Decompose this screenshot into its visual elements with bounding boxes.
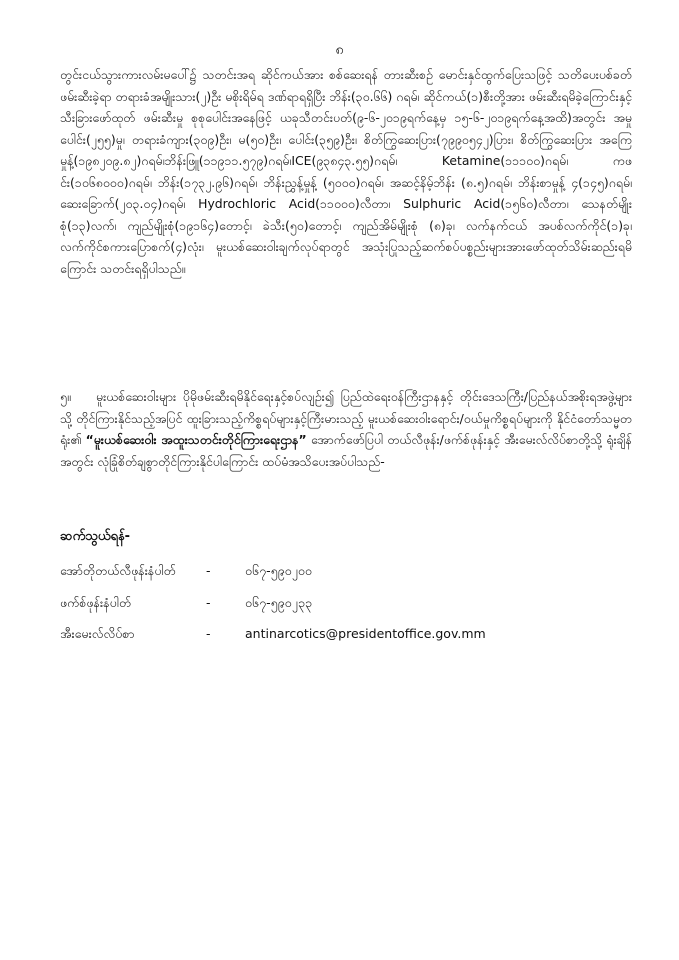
email-label: အီးမေးလ်လိပ်စာ (60, 626, 135, 641)
fax-number: ၀၆၇-၅၉၀၂၃၃ (245, 595, 312, 610)
paragraph-reporting-notice (60, 386, 632, 472)
paragraph-text-after: အောက်ဖော်ပြပါ တယ်လီဖုန်း/ဖက်စ်ဖုန်းနှင့် အီးမေးလ်လိပ်စာတို့သို့ ရုံးချိန်အတွင်း လုံခြုံစိတ်ချစွာတိုင်ကြားနိုင်ပါကြောင်း ထပ်မံအသိပေးအပ်ပါသည်- (60, 432, 632, 469)
paragraph-seizure-report: တွင်းငယ်သွားကားလမ်းမပေါ်၌ သတင်းအရ ဆိုင်ကယ်အား စစ်ဆေးရန် တားဆီးစဉ် မောင်းနှင်ထွက်ပြေးသဖြင့် သတိပေးပစ်ခတ်ဖမ်းဆီးခဲ့ရာ တရားခံအမျိုးသား(၂)ဦး မစိုးရိမ်ရ ဒဏ်ရာရရှိပြီး ဘိန်း(၃၀.၆၆) ဂရမ်၊ ဆိုင်ကယ်(၁)စီးတို့အား ဖမ်းဆီးရမိခဲ့ကြောင်းနှင့် သီးခြားဖော်ထုတ် ဖမ်းဆီးမှု စုစုပေါင်းအနေဖြင့် ယခုသီတင်းပတ်(၉-၆-၂၀၁၉ရက်နေ့မှ ၁၅-၆-၂၀၁၉ရက်နေ့အထိ)အတွင်း အမှုပေါင်း(၂၅၅)မှု၊ တရားခံကျား(၃၀၉)ဦး၊ မ(၅၀)ဦး၊ ပေါင်း(၃၅၉)ဦး၊ စိတ်ကြွဆေးပြား(၇၉၉၀၅၄၂)ပြား၊ စိတ်ကြွဆေးပြား အကြေမှုန့်(၁၉၈၂၀၉.၈၂)ဂရမ်၊ဘိန်းဖြူ(၁၁၉၁၁.၅၇၉)ဂရမ်၊ICE(၉၃၈၄၃.၅၅)ဂရမ်၊ Ketamine(၁၁၁၀၀)ဂရမ်၊ ကဖင်း(၁၀၆၈၀၀၀)ဂရမ်၊ ဘိန်း(၁၇၃၂.၉၆)ဂရမ်၊ ဘိန်းညွှန့်မှုန့် (၅၀၀၀)ဂရမ်၊ အဆင့်နိမ့်ဘိန်း (၈.၅)ဂရမ်၊ ဘိန်းစာမှုန့် ၄(၁၄၅)ဂရမ်၊ ဆေးခြောက်(၂၀၃.၀၄)ဂရမ်၊ Hydrochloric Acid(၁၁၀၀၀)လီတာ၊ Sulphuric Acid(၁၅၆၀)လီတာ၊ သေနတ်မျိုးစုံ(၁၃)လက်၊ ကျည်မျိုးစုံ(၁၉၁၆၄)တောင့်၊ ခဲသီး(၅၀)တောင့်၊ ကျည်အိမ်မျိုးစုံ (၈)ခု၊ လက်နက်ငယ် အပစ်လက်ကိုင်(၁)ခု၊ လက်ကိုင်စကားပြောစက်(၄)လုံး၊ မူးယစ်ဆေးဝါးချက်လုပ်ရာတွင် အသုံးပြုသည့်ဆက်စပ်ပစ္စည်းများအားဖော်ထုတ်သိမ်းဆည်းရမိကြောင်း သတင်းရရှိပါသည်။ (60, 67, 632, 276)
phone-label: အော်တိုတယ်လီဖုန်းနံပါတ် (60, 563, 176, 578)
paragraph-number: ၅။ (60, 389, 71, 404)
page-number: ၈ (335, 42, 344, 58)
fax-label: ဖက်စ်ဖုန်းနံပါတ် (60, 595, 132, 610)
email-address: antinarcotics@presidentoffice.gov.mm (245, 626, 486, 641)
paragraph-text-before: မူးယစ်ဆေးဝါးများ ပိုမိုဖမ်းဆီးရမိနိုင်ရေးနှင့်စပ်လျဉ်း၍ ပြည်ထဲရေးဝန်ကြီးဌာနနှင့် တိုင်းဒေသကြီး/ပြည်နယ်အစိုးရအဖွဲ့များသို့ တိုင်ကြားနိုင်သည့်အပြင် ထူးခြားသည့်ကိစ္စရပ်များနှင့်ကြီးမားသည့် မူးယစ်ဆေးဝါးရောင်း/ဝယ်မှုကိစ္စရပ်များကို နိုင်ငံတော်သမ္မတရုံး၏ (60, 389, 632, 447)
separator-dash: - (206, 595, 211, 610)
hotline-department-name: “မူးယစ်ဆေးဝါး အထူးသတင်းတိုင်ကြားရေးဌာန” (85, 432, 307, 447)
contact-row-phone (60, 560, 640, 582)
phone-number: ၀၆၇-၅၉၀၂၀၀ (245, 563, 312, 578)
contact-row-email (60, 623, 640, 645)
separator-dash: - (206, 563, 211, 578)
contact-row-fax (60, 592, 640, 614)
contact-heading: ဆက်သွယ်ရန်- (60, 529, 131, 544)
separator-dash: - (206, 626, 211, 641)
